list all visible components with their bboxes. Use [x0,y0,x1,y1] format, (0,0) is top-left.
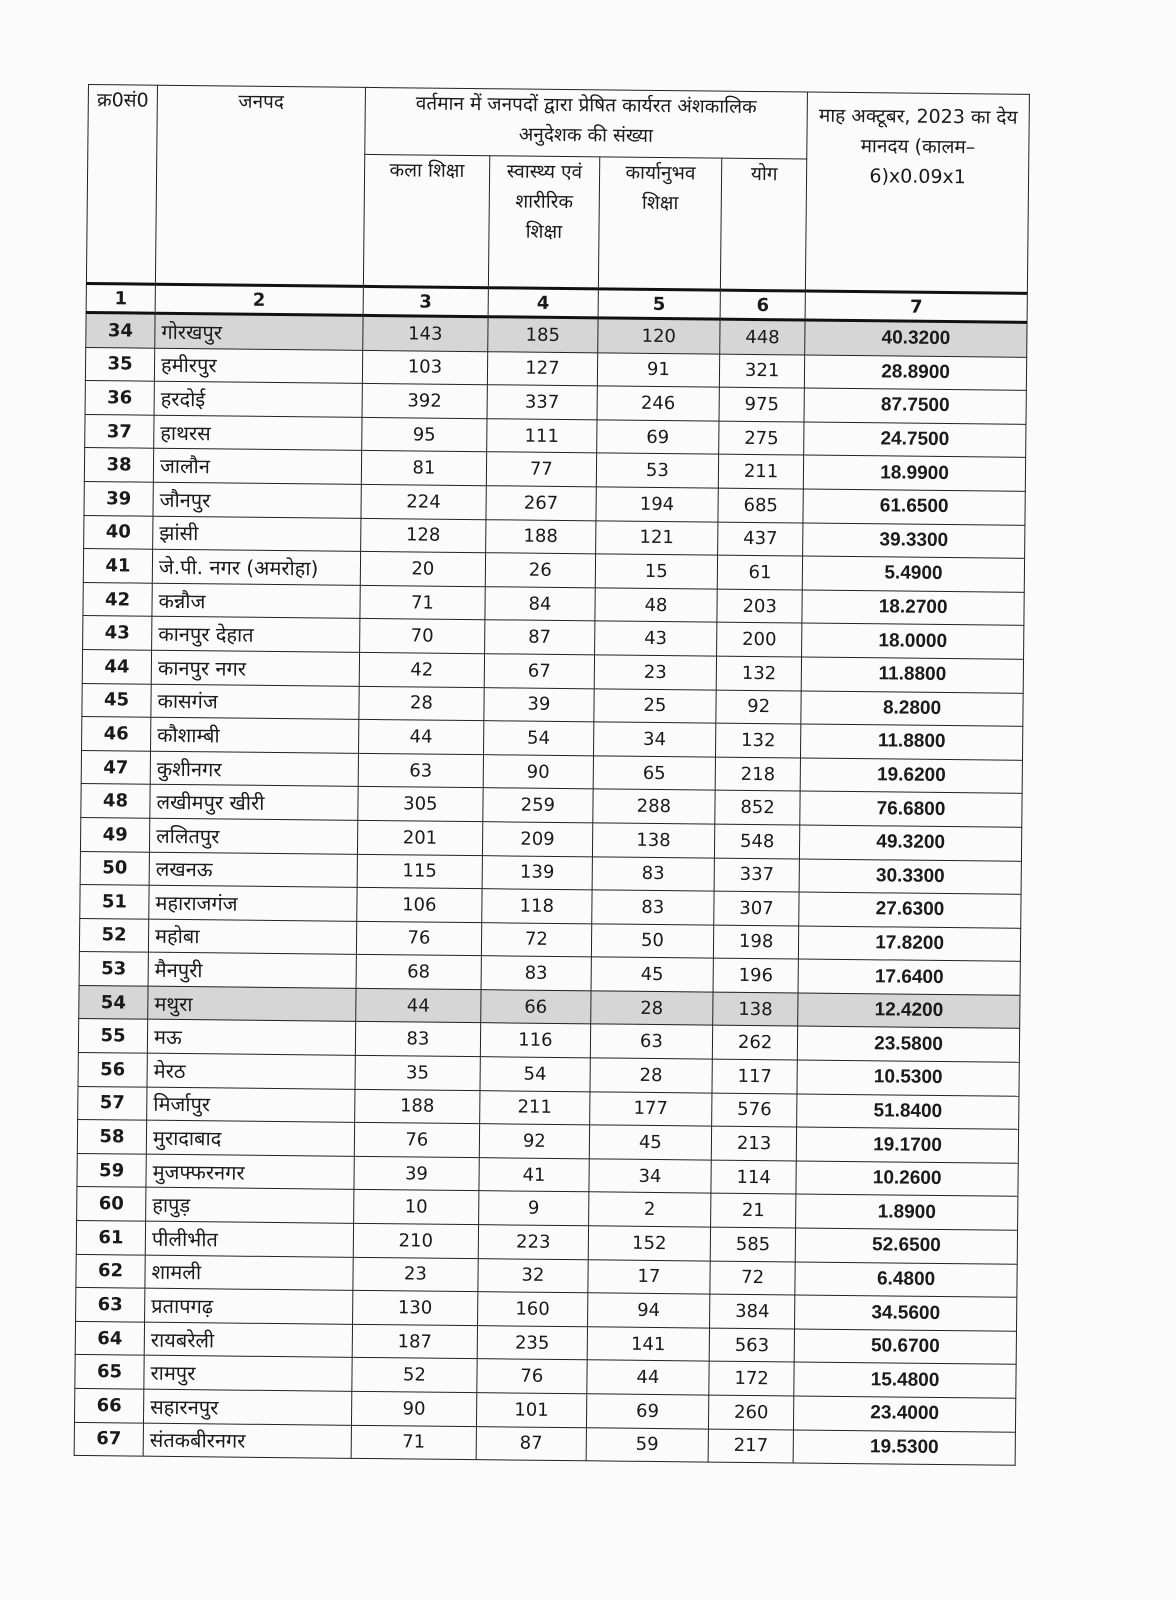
total-cell: 200 [717,622,802,656]
art-cell: 35 [355,1055,481,1090]
art-cell: 42 [359,652,485,687]
payment-cell: 17.8200 [798,926,1020,962]
health-cell: 39 [484,687,594,722]
work-cell: 34 [589,1159,712,1194]
column-number: 1 [86,283,155,313]
district-cell: पीलीभीत [145,1221,353,1257]
total-cell: 307 [714,891,799,925]
payment-cell: 50.6700 [794,1329,1016,1365]
payment-cell: 18.2700 [802,590,1024,626]
health-cell: 127 [487,351,597,386]
health-cell: 72 [481,922,591,957]
district-cell: लखनऊ [149,852,357,888]
total-cell: 852 [715,790,800,824]
column-number: 6 [720,290,805,320]
serial-cell: 38 [84,448,153,482]
header-art: कला शिक्षा [363,154,490,287]
serial-cell: 41 [83,549,152,583]
district-cell: जौनपुर [153,482,361,518]
serial-cell: 61 [76,1220,145,1254]
payment-cell: 11.8800 [801,724,1023,760]
art-cell: 68 [356,955,482,990]
payment-cell: 27.6300 [799,892,1021,928]
work-cell: 246 [597,386,720,421]
health-cell: 118 [482,889,592,924]
health-cell: 139 [482,855,592,890]
art-cell: 71 [360,585,486,620]
art-cell: 210 [353,1223,479,1258]
serial-cell: 54 [79,985,148,1019]
payment-cell: 18.0000 [802,623,1024,659]
health-cell: 76 [477,1359,587,1394]
health-cell: 101 [477,1393,587,1428]
health-cell: 235 [477,1325,587,1360]
serial-cell: 59 [77,1153,146,1187]
total-cell: 21 [711,1194,796,1228]
district-cell: लखीमपुर खीरी [150,785,358,821]
district-cell: कुशीनगर [150,751,358,787]
column-number: 5 [598,289,721,319]
work-cell: 34 [593,722,716,757]
district-cell: झांसी [153,516,361,552]
health-cell: 87 [485,620,595,655]
district-cell: मैनपुरी [148,952,356,988]
work-cell: 288 [592,789,715,824]
health-cell: 90 [483,754,593,789]
total-cell: 260 [709,1395,794,1429]
payment-cell: 23.4000 [794,1396,1016,1432]
total-cell: 384 [710,1294,795,1328]
serial-cell: 50 [80,851,149,885]
serial-cell: 40 [84,515,153,549]
payment-cell: 28.8900 [804,355,1026,391]
serial-cell: 51 [80,885,149,919]
work-cell: 121 [595,520,718,555]
art-cell: 103 [362,350,488,385]
payment-cell: 10.2600 [796,1161,1018,1197]
art-cell: 224 [361,484,487,519]
serial-cell: 36 [85,381,154,415]
total-cell: 132 [716,656,801,690]
district-cell: ललितपुर [149,818,357,854]
total-cell: 72 [710,1261,795,1295]
serial-cell: 63 [76,1288,145,1322]
total-cell: 275 [719,421,804,455]
work-cell: 69 [586,1394,709,1429]
district-cell: मथुरा [148,986,356,1022]
payment-cell: 39.3300 [803,523,1025,559]
total-cell: 975 [719,387,804,421]
district-cell: रायबरेली [144,1322,352,1358]
work-cell: 25 [594,688,717,723]
work-cell: 44 [586,1360,709,1395]
total-cell: 61 [717,555,802,589]
header-total: योग [720,158,806,291]
health-cell: 111 [487,418,597,453]
total-cell: 213 [711,1126,796,1160]
art-cell: 81 [361,451,487,486]
district-cell: प्रतापगढ़ [145,1288,353,1324]
total-cell: 548 [715,824,800,858]
serial-cell: 57 [78,1086,147,1120]
work-cell: 63 [590,1024,713,1059]
district-cell: मऊ [147,1020,355,1056]
instructor-payment-table [74,84,1030,1466]
payment-cell: 10.5300 [797,1060,1019,1096]
payment-cell: 61.6500 [803,489,1025,525]
work-cell: 17 [588,1259,711,1294]
district-cell: गोरखपुर [155,313,363,350]
serial-cell: 52 [79,918,148,952]
payment-cell: 51.8400 [797,1094,1019,1130]
header-work: कार्यानुभव शिक्षा [598,157,722,290]
header-district: जनपद [155,85,365,286]
serial-cell: 44 [82,649,151,683]
district-cell: हमीरपुर [154,348,362,384]
payment-cell: 19.1700 [796,1127,1018,1163]
payment-cell: 1.8900 [796,1194,1018,1230]
art-cell: 95 [361,417,487,452]
payment-cell: 12.4200 [798,993,1020,1029]
district-cell: जे.पी. नगर (अमरोहा) [152,549,360,585]
art-cell: 188 [354,1089,480,1124]
payment-cell: 11.8800 [801,657,1023,693]
art-cell: 83 [355,1022,481,1057]
art-cell: 128 [360,518,486,553]
serial-cell: 58 [77,1120,146,1154]
total-cell: 321 [719,354,804,388]
total-cell: 448 [720,319,805,354]
serial-cell: 64 [75,1321,144,1355]
serial-cell: 37 [85,414,154,448]
district-cell: शामली [145,1255,353,1291]
work-cell: 2 [588,1192,711,1227]
header-serial: क्र0सं0 [86,85,157,285]
total-cell: 563 [709,1328,794,1362]
health-cell: 26 [485,553,595,588]
total-cell: 114 [711,1160,796,1194]
payment-cell: 40.3200 [805,320,1027,357]
payment-cell: 15.4800 [794,1362,1016,1398]
payment-cell: 23.5800 [797,1026,1019,1062]
header-payment: माह अक्टूबर, 2023 का देय मानदय (कालम–6)x0.09x1 [805,92,1029,293]
health-cell: 160 [478,1292,588,1327]
total-cell: 217 [708,1429,793,1463]
payment-cell: 18.9900 [803,455,1025,491]
work-cell: 65 [593,756,716,791]
district-cell: महाराजगंज [149,885,357,921]
health-cell: 223 [478,1225,588,1260]
payment-cell: 17.6400 [798,959,1020,995]
art-cell: 130 [352,1291,478,1326]
work-cell: 94 [587,1293,710,1328]
work-cell: 28 [590,991,713,1026]
work-cell: 138 [592,823,715,858]
health-cell: 267 [486,486,596,521]
payment-cell: 30.3300 [799,858,1021,894]
health-cell: 32 [478,1258,588,1293]
header-health: स्वास्थ्य एवं शारीरिक शिक्षा [488,156,599,289]
serial-cell: 35 [85,347,154,381]
total-cell: 132 [716,723,801,757]
art-cell: 10 [353,1190,479,1225]
health-cell: 84 [485,586,595,621]
work-cell: 91 [597,352,720,387]
serial-cell: 42 [83,582,152,616]
work-cell: 23 [594,655,717,690]
art-cell: 71 [351,1425,477,1460]
work-cell: 45 [589,1125,712,1160]
serial-cell: 48 [81,784,150,818]
work-cell: 59 [586,1427,709,1462]
health-cell: 9 [479,1191,589,1226]
total-cell: 211 [718,455,803,489]
work-cell: 15 [595,554,718,589]
column-number: 3 [363,286,489,316]
district-cell: हापुड़ [146,1188,354,1224]
health-cell: 185 [488,317,598,353]
serial-cell: 65 [75,1355,144,1389]
serial-cell: 62 [76,1254,145,1288]
total-cell: 198 [713,925,798,959]
health-cell: 83 [481,956,591,991]
work-cell: 69 [596,420,719,455]
art-cell: 20 [360,552,486,587]
art-cell: 70 [359,619,485,654]
work-cell: 28 [590,1058,713,1093]
payment-cell: 76.6800 [800,791,1022,827]
district-cell: हाथरस [154,415,362,451]
column-number: 7 [805,291,1027,322]
total-cell: 92 [716,690,801,724]
district-cell: मुरादाबाद [146,1120,354,1156]
total-cell: 218 [715,757,800,791]
work-cell: 48 [595,588,718,623]
payment-cell: 24.7500 [804,422,1026,458]
payment-cell: 8.2800 [801,691,1023,727]
health-cell: 54 [484,721,594,756]
art-cell: 28 [359,686,485,721]
work-cell: 83 [591,890,714,925]
health-cell: 41 [479,1158,589,1193]
art-cell: 143 [362,315,488,351]
art-cell: 106 [356,887,482,922]
district-cell: सहारनपुर [144,1389,352,1425]
total-cell: 585 [710,1227,795,1261]
total-cell: 685 [718,488,803,522]
art-cell: 90 [351,1391,477,1426]
payment-cell: 34.5600 [795,1295,1017,1331]
district-cell: महोबा [148,919,356,955]
district-cell: कानपुर देहात [152,617,360,653]
total-cell: 437 [718,522,803,556]
art-cell: 392 [362,384,488,419]
payment-cell: 6.4800 [795,1262,1017,1298]
health-cell: 92 [479,1124,589,1159]
district-cell: कासगंज [151,684,359,720]
header-instructor-count: वर्तमान में जनपदों द्वारा प्रेषित कार्यरत अंशकालिक अनुदेशक की संख्या [364,87,807,159]
district-cell: जालौन [153,449,361,485]
district-cell: मेरठ [147,1053,355,1089]
serial-cell: 34 [86,312,155,347]
district-cell: कौशाम्बी [151,717,359,753]
health-cell: 209 [483,822,593,857]
art-cell: 187 [352,1324,478,1359]
work-cell: 53 [596,453,719,488]
work-cell: 45 [591,957,714,992]
column-number: 4 [488,288,598,318]
health-cell: 259 [483,788,593,823]
district-cell: कानपुर नगर [151,650,359,686]
work-cell: 83 [592,856,715,891]
art-cell: 201 [357,820,483,855]
total-cell: 138 [713,992,798,1026]
payment-cell: 5.4900 [802,556,1024,592]
work-cell: 194 [596,487,719,522]
art-cell: 305 [357,787,483,822]
art-cell: 76 [354,1123,480,1158]
serial-cell: 49 [80,817,149,851]
district-cell: मिर्जापुर [147,1087,355,1123]
serial-cell: 45 [82,683,151,717]
serial-cell: 39 [84,481,153,515]
serial-cell: 66 [74,1388,143,1422]
work-cell: 120 [597,318,720,354]
serial-cell: 47 [81,750,150,784]
payment-cell: 49.3200 [800,825,1022,861]
serial-cell: 67 [74,1422,143,1456]
health-cell: 116 [480,1023,590,1058]
total-cell: 576 [712,1093,797,1127]
art-cell: 23 [353,1257,479,1292]
total-cell: 172 [709,1361,794,1395]
serial-cell: 53 [79,952,148,986]
work-cell: 152 [588,1226,711,1261]
serial-cell: 46 [82,717,151,751]
work-cell: 43 [594,621,717,656]
total-cell: 196 [713,958,798,992]
work-cell: 141 [587,1327,710,1362]
district-cell: कन्नौज [152,583,360,619]
district-cell: रामपुर [144,1356,352,1392]
health-cell: 54 [480,1057,590,1092]
total-cell: 203 [717,589,802,623]
work-cell: 177 [589,1091,712,1126]
serial-cell: 60 [77,1187,146,1221]
art-cell: 115 [357,854,483,889]
health-cell: 188 [486,519,596,554]
work-cell: 50 [591,924,714,959]
art-cell: 39 [354,1156,480,1191]
serial-cell: 55 [78,1019,147,1053]
art-cell: 76 [356,921,482,956]
health-cell: 211 [480,1090,590,1125]
health-cell: 66 [481,990,591,1025]
art-cell: 52 [352,1358,478,1393]
column-number: 2 [155,284,363,315]
district-cell: हरदोई [154,381,362,417]
health-cell: 337 [487,385,597,420]
payment-cell: 19.5300 [793,1430,1015,1466]
total-cell: 262 [712,1026,797,1060]
district-cell: संतकबीरनगर [143,1423,351,1459]
serial-cell: 56 [78,1053,147,1087]
art-cell: 63 [358,753,484,788]
art-cell: 44 [358,719,484,754]
health-cell: 77 [486,452,596,487]
payment-cell: 87.7500 [804,388,1026,424]
payment-cell: 52.6500 [795,1228,1017,1264]
district-cell: मुजफ्फरनगर [146,1154,354,1190]
total-cell: 337 [714,858,799,892]
health-cell: 87 [476,1426,586,1461]
total-cell: 117 [712,1059,797,1093]
health-cell: 67 [484,654,594,689]
serial-cell: 43 [83,616,152,650]
payment-cell: 19.6200 [800,758,1022,794]
art-cell: 44 [355,988,481,1023]
